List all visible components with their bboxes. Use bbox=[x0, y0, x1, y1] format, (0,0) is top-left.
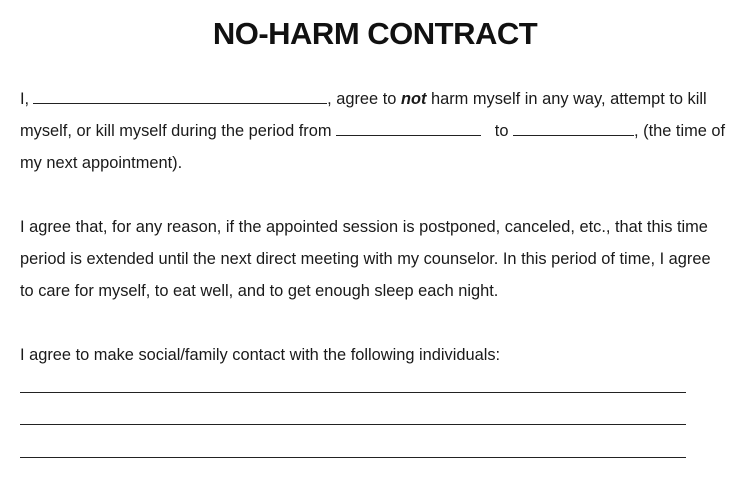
start-date-blank-field[interactable] bbox=[336, 121, 481, 136]
paragraph2-line1 bbox=[20, 217, 708, 237]
paragraph2-line2 bbox=[20, 249, 711, 269]
contact-line-3[interactable] bbox=[20, 457, 686, 458]
paragraph1-line3 bbox=[20, 153, 182, 173]
text-i: I, bbox=[20, 90, 30, 108]
text-agree-postponed: I agree that, for any reason, if the appointed session is postponed, canceled, etc., that this time bbox=[20, 218, 708, 236]
text-next-appointment: my next appointment). bbox=[20, 154, 183, 172]
text-harm: harm myself in any way, attempt to kill bbox=[430, 90, 707, 108]
text-agree-to: , agree to bbox=[327, 90, 397, 108]
page-title: NO-HARM CONTRACT bbox=[212, 16, 538, 51]
paragraph1-line2 bbox=[20, 121, 725, 141]
name-blank-field[interactable] bbox=[33, 89, 327, 104]
text-time-of: , (the time of bbox=[634, 122, 726, 140]
paragraph3-line1 bbox=[20, 345, 500, 365]
contact-line-1[interactable] bbox=[20, 392, 686, 393]
text-care-for-myself: to care for myself, to eat well, and to get enough sleep each night. bbox=[20, 282, 499, 300]
text-not-emphasis: not bbox=[400, 90, 427, 108]
paragraph2-line3 bbox=[20, 281, 498, 301]
text-to: to bbox=[494, 122, 509, 140]
text-period-from: myself, or kill myself during the period from bbox=[20, 122, 332, 140]
contact-line-2[interactable] bbox=[20, 424, 686, 425]
paragraph1-line1 bbox=[20, 89, 707, 109]
text-social-contact: I agree to make social/family contact with the following individuals: bbox=[20, 346, 501, 364]
end-date-blank-field[interactable] bbox=[513, 121, 634, 136]
text-extended-counselor: period is extended until the next direct meeting with my counselor. In this period of time, I agree bbox=[20, 250, 711, 268]
